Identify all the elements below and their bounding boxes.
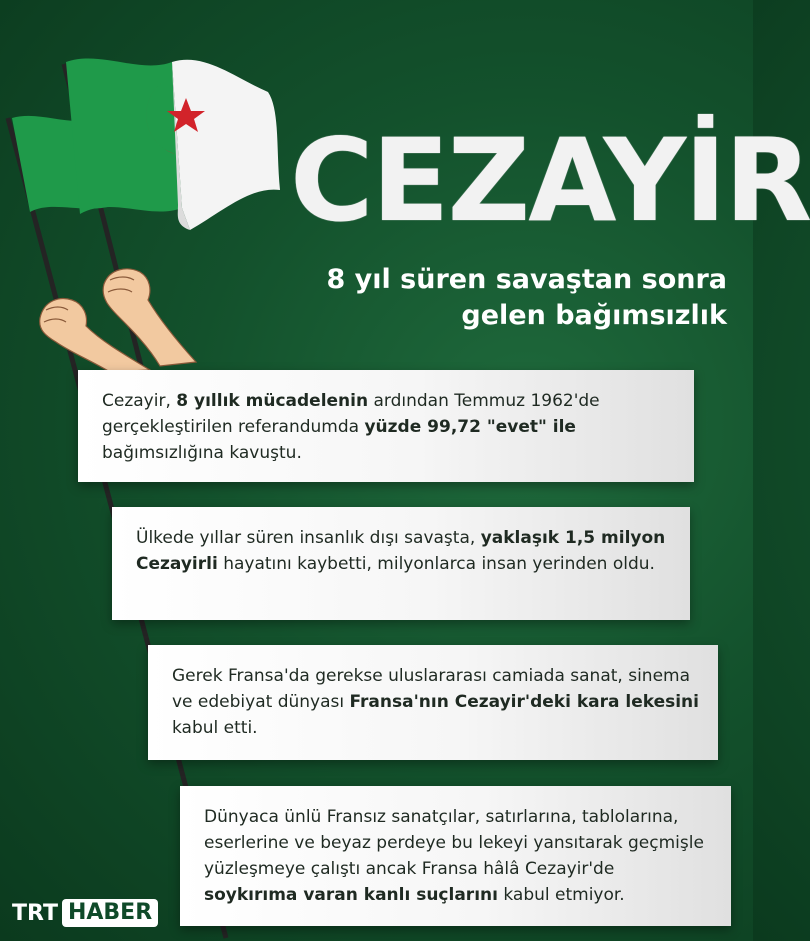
card-1-text-1: Cezayir, — [102, 391, 177, 411]
card-1-text-3: bağımsızlığına kavuştu. — [102, 443, 302, 463]
card-2-bold-1: yaklaşık 1,5 milyon Cezayirli — [136, 528, 666, 574]
info-card-3 — [148, 645, 718, 760]
subtitle-line-1: 8 yıl süren savaştan sonra — [326, 264, 727, 295]
card-4-text-1: Dünyaca ünlü Fransız sanatçılar, satırlarına, tablolarına, eserlerine ve beyaz perdeye bu lekeyi yansıtarak geçmişle yüzleşmeye çalıştı ancak Fransa hâlâ Cezayir'de — [204, 807, 704, 879]
card-1-text-2: ardından Temmuz 1962'de gerçekleştirilen referandumda — [102, 391, 600, 437]
card-2-text-1: Ülkede yıllar süren insanlık dışı savaşta, — [136, 528, 481, 548]
card-4-bold-1: soykırıma varan kanlı suçlarını — [204, 885, 498, 905]
page-title: CEZAYİR — [290, 114, 810, 247]
info-card-4 — [180, 786, 731, 926]
subtitle — [267, 262, 727, 334]
card-3-text-2: kabul etti. — [172, 718, 258, 738]
algerian-flag-front — [66, 59, 280, 230]
card-4-text-2: kabul etmiyor. — [497, 885, 625, 905]
logo-trt: TRT — [12, 900, 58, 926]
card-2-text-2: hayatını kaybetti, milyonlarca insan yerinden oldu. — [217, 554, 655, 574]
logo-haber: HABER — [62, 899, 158, 927]
card-3-text-1: Gerek Fransa'da gerekse uluslararası camiada sanat, sinema ve edebiyat dünyası — [172, 666, 691, 712]
info-card-2 — [112, 507, 690, 620]
info-card-1 — [78, 370, 694, 482]
trt-haber-logo — [12, 898, 158, 928]
card-1-bold-1: 8 yıllık mücadelenin — [176, 391, 369, 411]
subtitle-line-2: gelen bağımsızlık — [461, 300, 727, 331]
card-1-bold-2: yüzde 99,72 "evet" ile — [364, 417, 576, 437]
card-3-bold-1: Fransa'nın Cezayir'deki kara lekesini — [349, 692, 699, 712]
